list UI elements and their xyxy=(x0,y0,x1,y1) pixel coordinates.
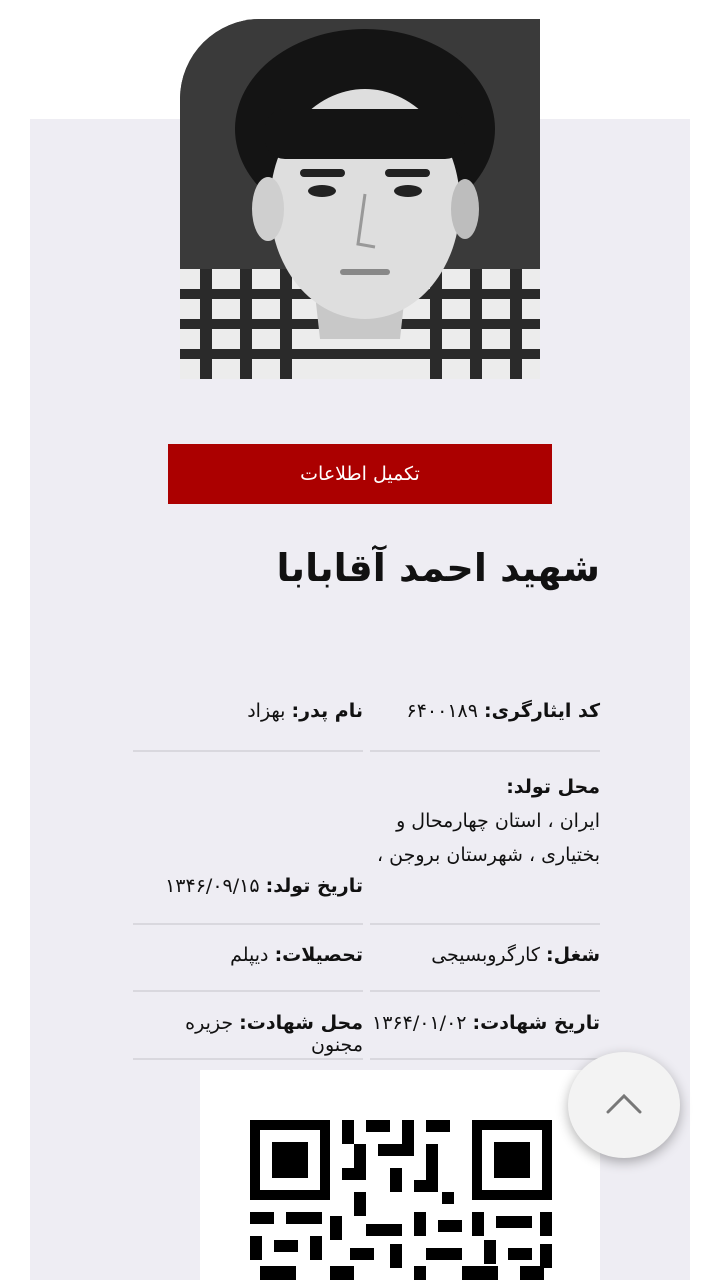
sacrifice-code-label: کد ایثارگری: xyxy=(484,700,600,722)
job-value: کارگروبسیجی xyxy=(431,944,540,966)
martyr-photo xyxy=(180,19,540,379)
martyrdom-date-value: ۱۳۶۴/۰۱/۰۲ xyxy=(372,1012,467,1034)
father-name-field xyxy=(133,700,363,752)
job-label: شغل: xyxy=(546,944,600,966)
birthdate-label: تاریخ تولد: xyxy=(265,875,363,897)
job-field xyxy=(370,944,600,992)
father-name-label: نام پدر: xyxy=(291,700,363,722)
father-name-value: بهزاد xyxy=(247,700,286,722)
martyrdom-place-value: جزیره مجنون xyxy=(185,1012,363,1056)
qr-code xyxy=(200,1070,600,1280)
scroll-to-top-button[interactable] xyxy=(568,1052,680,1158)
birthplace-label: محل تولد: xyxy=(506,776,600,798)
education-field xyxy=(133,944,363,992)
birthplace-field xyxy=(370,770,600,925)
education-label: تحصیلات: xyxy=(274,944,363,966)
complete-info-button[interactable]: تکمیل اطلاعات xyxy=(168,444,552,504)
martyrdom-place-label: محل شهادت: xyxy=(239,1012,363,1034)
page-title: شهید احمد آقابابا xyxy=(276,546,600,590)
martyrdom-place-field xyxy=(133,1012,363,1060)
martyrdom-date-field xyxy=(370,1012,600,1060)
birthdate-field xyxy=(133,875,363,925)
sacrifice-code-field xyxy=(370,700,600,752)
sacrifice-code-value: ۶۴۰۰۱۸۹ xyxy=(406,700,478,722)
martyrdom-date-label: تاریخ شهادت: xyxy=(472,1012,600,1034)
birthplace-value: ایران ، استان چهارمحال و بختیاری ، شهرستان بروجن ، xyxy=(377,810,600,866)
chevron-up-icon xyxy=(604,1092,644,1119)
education-value: دیپلم xyxy=(230,944,269,966)
birthdate-value: ۱۳۴۶/۰۹/۱۵ xyxy=(165,875,260,897)
